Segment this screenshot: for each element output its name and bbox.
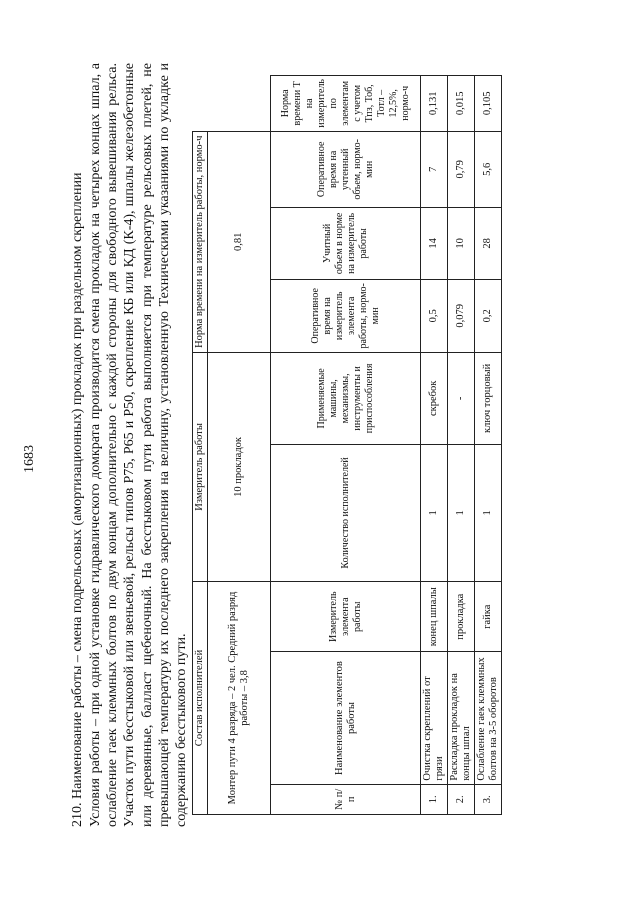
- table-row: [475, 76, 502, 815]
- table-row: [421, 76, 448, 815]
- header-element-name: Наименование элементов работы: [271, 652, 421, 784]
- norm-value: 0,81: [208, 131, 271, 352]
- row-op-volume: 7: [421, 131, 448, 207]
- header-norm-t: Норма времени Т на измеритель по элементам с учетом Тпз, Тоб, Тотл – 12,5%, нормо-ч: [271, 76, 421, 132]
- work-conditions: Условия работы – при одной установке гидравлического домкрата производится смена прокладок на четырех концах шпал, а ослабление гаек клеммных болтов по двум концам дополнительно с каждой стороны для свободного вывешивания рельса. Участок пути бесстыковой или звеньевой, рельсы типов Р75, Р65 и Р50, скрепление КБ или КД (К-4), шпалы железобетонные или деревянные, балласт щебеночный. На бесстыковом пути работа выполняется при температуре рельсовых плетей, не превышающей температуру их последнего закрепления на величину, установленную Техническими указаниями по укладке и содержанию бесстыкового пути.: [88, 63, 190, 827]
- table-header-row-1: [193, 76, 208, 815]
- row-name: Раскладка прокладок на концы шпал: [448, 652, 475, 784]
- row-name: Ослабление гаек клеммных болтов на 3-5 оборотов: [475, 652, 502, 784]
- header-norm: Норма времени на измеритель работы, нормо-ч: [193, 131, 208, 352]
- row-workers: 1: [421, 444, 448, 581]
- row-op-time: 0,5: [421, 279, 448, 352]
- row-norm-t: 0,015: [448, 76, 475, 132]
- row-op-time: 0,079: [448, 279, 475, 352]
- row-meter: конец шпалы: [421, 581, 448, 652]
- row-tools: ключ торцовый: [475, 352, 502, 444]
- row-count: 14: [421, 208, 448, 280]
- norm-table: [192, 75, 502, 815]
- row-tools: скребок: [421, 352, 448, 444]
- row-count: 28: [475, 208, 502, 280]
- row-norm-t: 0,131: [421, 76, 448, 132]
- row-number: 3.: [475, 784, 502, 814]
- row-number: 2.: [448, 784, 475, 814]
- header-op-time: Оперативное время на измеритель элемента работы, нормо-мин: [271, 279, 421, 352]
- row-workers: 1: [475, 444, 502, 581]
- row-name: Очистка скреплений от грязи: [421, 652, 448, 784]
- page-number: 1683: [22, 445, 37, 473]
- row-op-volume: 5,6: [475, 131, 502, 207]
- row-meter: прокладка: [448, 581, 475, 652]
- work-title: 210. Наименование работы – смена подрельсовых (амортизационных) прокладок при раздельном скреплении: [70, 172, 85, 827]
- header-element-meter: Измеритель элемента работы: [271, 581, 421, 652]
- header-count: Учитный объем в норме на измеритель работы: [271, 208, 421, 280]
- header-number: № п/п: [271, 784, 421, 814]
- row-op-time: 0,2: [475, 279, 502, 352]
- header-crew: Состав исполнителей: [193, 581, 208, 814]
- row-meter: гайка: [475, 581, 502, 652]
- header-meter: Измеритель работы: [193, 352, 208, 581]
- table-header-row-2: [208, 76, 271, 815]
- meter-value: 10 прокладок: [208, 352, 271, 581]
- table-header-row-3: [271, 76, 421, 815]
- table-row: [448, 76, 475, 815]
- row-tools: -: [448, 352, 475, 444]
- header-tools: Применяемые машины, механизмы, инструменты и приспособления: [271, 352, 421, 444]
- crew-value: Монтер пути 4 разряда – 2 чел. Средний разряд работы – 3,8: [208, 581, 271, 814]
- header-op-volume: Оперативное время на учтенный объем, нормо-мин: [271, 131, 421, 207]
- header-workers: Количество исполнителей: [271, 444, 421, 581]
- row-op-volume: 0,79: [448, 131, 475, 207]
- row-workers: 1: [448, 444, 475, 581]
- row-number: 1.: [421, 784, 448, 814]
- row-norm-t: 0,105: [475, 76, 502, 132]
- row-count: 10: [448, 208, 475, 280]
